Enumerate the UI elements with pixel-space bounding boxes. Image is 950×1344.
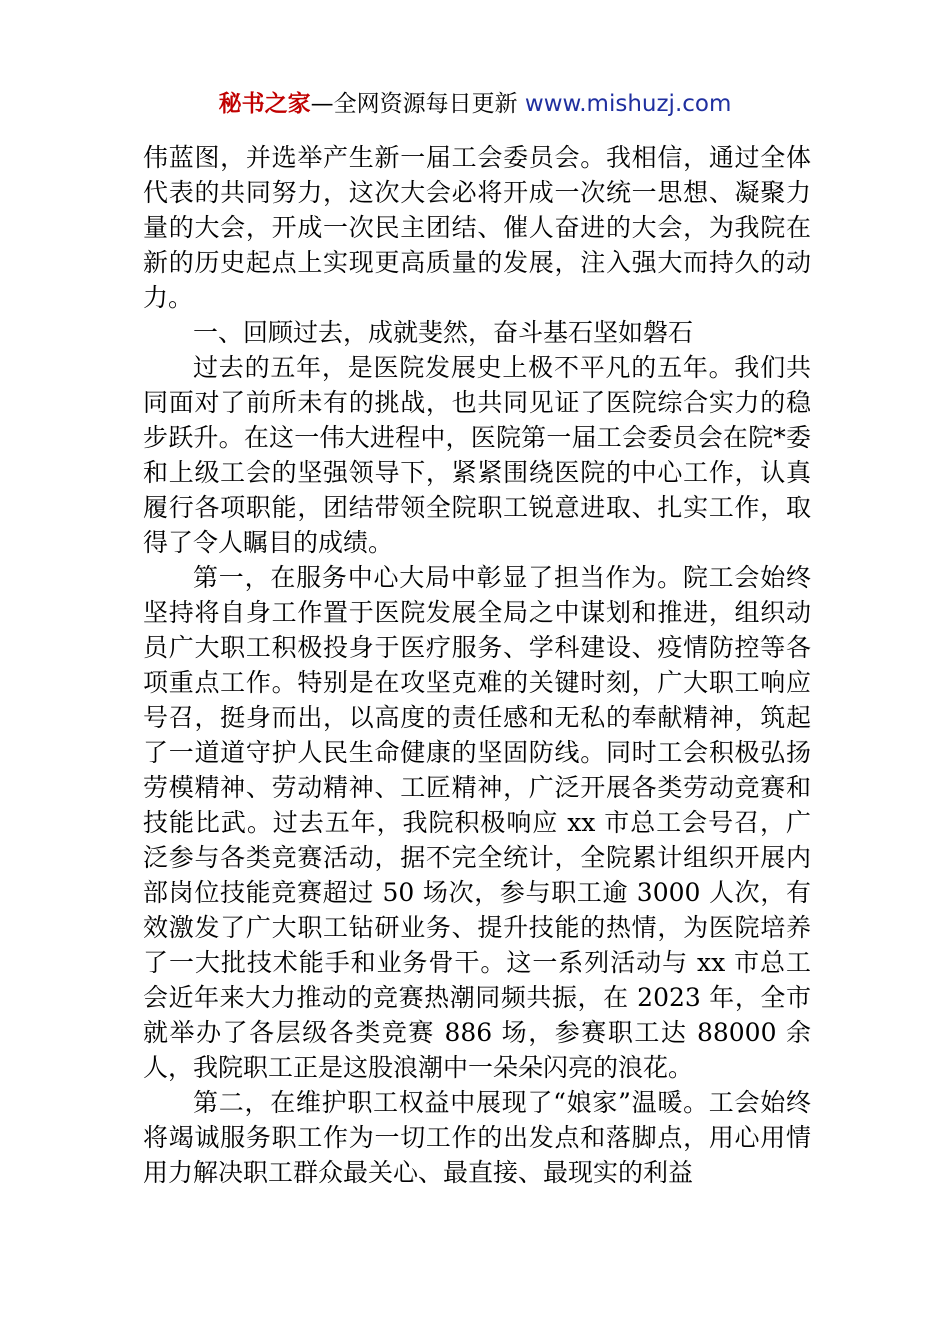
- document-body: [143, 140, 811, 1190]
- header-slogan: —全网资源每日更新: [310, 91, 518, 117]
- paragraph: 过去的五年，是医院发展史上极不平凡的五年。我们共同面对了前所未有的挑战，也共同见证了医院综合实力的稳步跃升。在这一伟大进程中，医院第一届工会委员会在院*委和上级工会的坚强领导下，紧紧围绕医院的中心工作，认真履行各项职能，团结带领全院职工锐意进取、扎实工作，取得了令人瞩目的成绩。: [143, 353, 811, 557]
- brand-name: 秘书之家: [218, 91, 311, 117]
- site-header: [0, 88, 950, 120]
- paragraph-continuation: 伟蓝图，并选举产生新一届工会委员会。我相信，通过全体代表的共同努力，这次大会必将开成一次统一思想、凝聚力量的大会，开成一次民主团结、催人奋进的大会，为我院在新的历史起点上实现更高质量的发展，注入强大而持久的动力。: [143, 143, 811, 312]
- section-heading: 一、回顾过去，成就斐然，奋斗基石坚如磐石: [193, 318, 694, 347]
- site-url-link[interactable]: www.mishuzj.com: [524, 91, 732, 117]
- paragraph: 第二，在维护职工权益中展现了“娘家”温暖。工会始终将竭诚服务职工作为一切工作的出发点和落脚点，用心用情用力解决职工群众最关心、最直接、最现实的利益: [143, 1088, 811, 1187]
- paragraph: 第一，在服务中心大局中彰显了担当作为。院工会始终坚持将自身工作置于医院发展全局之中谋划和推进，组织动员广大职工积极投身于医疗服务、学科建设、疫情防控等各项重点工作。特别是在攻坚克难的关键时刻，广大职工响应号召，挺身而出，以高度的责任感和无私的奉献精神，筑起了一道道守护人民生命健康的坚固防线。同时工会积极弘扬劳模精神、劳动精神、工匠精神，广泛开展各类劳动竞赛和技能比武。过去五年，我院积极响应 xx 市总工会号召，广泛参与各类竞赛活动，据不完全统计，全院累计组织开展内部岗位技能竞赛超过 50 场次，参与职工逾 3000 人次，有效激发了广大职工钻研业务、提升技能的热情，为医院培养了一大批技术能手和业务骨干。这一系列活动与 xx 市总工会近年来大力推动的竞赛热潮同频共振，在 2023 年，全市就举办了各层级各类竞赛 886 场，参赛职工达 88000 余人，我院职工正是这股浪潮中一朵朵闪亮的浪花。: [143, 563, 811, 1082]
